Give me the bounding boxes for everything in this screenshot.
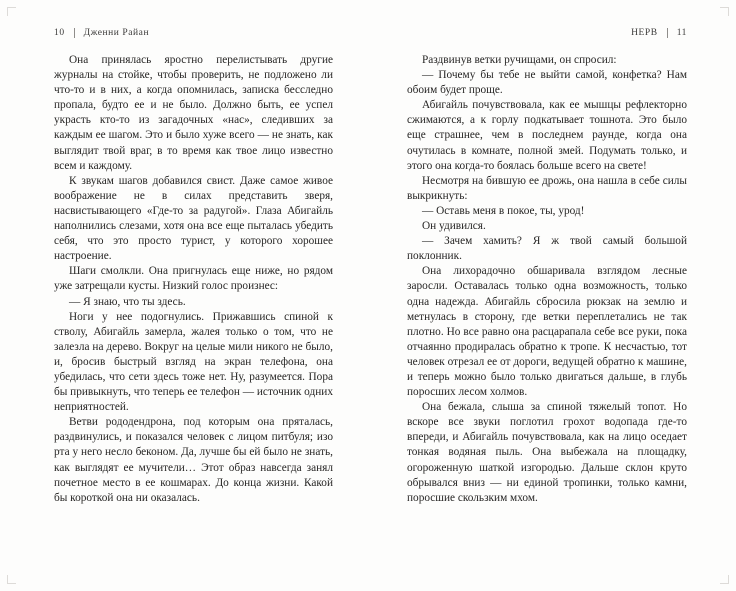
corner-mark-bottom-right — [720, 575, 729, 584]
paragraph-dialogue: — Оставь меня в покое, ты, урод! — [422, 204, 585, 217]
paragraph-dialogue: — Почему бы тебе не выйти самой, конфетка? Нам обоим будет проще. — [407, 69, 687, 97]
running-title-right: НЕРВ — [631, 28, 658, 38]
running-title-left: Дженни Райан — [83, 28, 150, 38]
page-number-right: 11 — [676, 28, 687, 38]
paragraph: Ветви рододендрона, под которым она пряталась, раздвинулись, и показался человек с лицом питбуля; изо рта у него несло беконом. Да, лучше бы ей было не знать, как выглядят ее мучители… Этот образ навсегда занял почетное место в ее кошмарах. До конца жизни. Какой бы короткой она ни оказалась. — [54, 416, 333, 504]
paragraph: Шаги смолкли. Она пригнулась еще ниже, но рядом уже затрещали кусты. Низкий голос произнес: — [54, 265, 333, 293]
paragraph: Ноги у нее подогнулись. Прижавшись спиной к стволу, Абигайль замерла, жалея только о том, что не залезла на дерево. Вокруг на целые мили никого не было, и, бросив быстрый взгляд на экран телефона, она убедилась, что сети здесь тоже нет. Ну, разумеется. Пора бы привыкнуть, что теперь ее телефон — источник одних неприятностей. — [54, 310, 333, 414]
paragraph: Раздвинув ветки ручищами, он спросил: — [422, 54, 617, 66]
running-head-left — [54, 27, 333, 39]
page-text-right — [407, 53, 687, 506]
paragraph: Он удивился. — [422, 220, 486, 233]
corner-mark-bottom-left — [7, 575, 16, 584]
paragraph-dialogue: — Зачем хамить? Я ж твой самый большой поклонник. — [407, 235, 687, 263]
header-divider-left — [74, 28, 75, 38]
paragraph: Абигайль почувствовала, как ее мышцы рефлекторно сжимаются, а к горлу подкатывает тошнота. Это было еще страшнее, чем в последнем раунде, когда она очутилась в комнате, полной змей. Подумать только, и этого она когда-то боялась больше всего на свете! — [407, 99, 687, 172]
page-number-left: 10 — [54, 28, 65, 38]
page-text-left — [54, 53, 333, 506]
paragraph: Она лихорадочно обшаривала взглядом лесные заросли. Оставалась только одна возможность, только одна надежда. Абигайль сбросила рюкзак на землю и метнулась в сторону, где ветки переплетались не так плотно. Но все равно она расцарапала себе все руки, пока отчаянно продиралась обратно к тропе. К несчастью, тот человек отрезал ее от дороги, ведущей обратно к машине, и теперь можно было только двигаться дальше, в глубь поросших лесом холмов. — [407, 265, 687, 399]
corner-mark-top-left — [7, 7, 16, 16]
paragraph-dialogue: — Я знаю, что ты здесь. — [69, 295, 186, 308]
paragraph: К звукам шагов добавился свист. Даже самое живое воображение не в силах представить зверя, насвистывающего «Где-то за радугой». Глаза Абигайль наполнились слезами, хотя она все еще пыталась убедить себя, что это просто турист, у которого хорошее настроение. — [54, 174, 333, 263]
header-divider-right — [667, 28, 668, 38]
paragraph: Она бежала, слыша за спиной тяжелый топот. Но вскоре все звуки поглотил грохот водопада где-то впереди, и Абигайль почувствовала, как на лицо оседает тонкая водяная пыль. Она выбежала на площадку, огороженную шаткой изгородью. Дальше склон круто обрывался вниз — ни единой тропинки, только камни, поросшие скользким мхом. — [407, 401, 687, 504]
corner-mark-top-right — [720, 7, 729, 16]
page-right — [368, 0, 736, 591]
paragraph: Она принялась яростно перелистывать другие журналы на стойке, чтобы проверить, не подложено ли что-то и в них, а когда опомнилась, записка бесследно пропала, будто ее и не было. Должно быть, ее успел украсть кто-то из загадочных «нас», следивших за каждым ее шагом. Это и было хуже всего — не знать, как выглядит твой враг, в то время как твое лицо известно всем и каждому. — [54, 54, 333, 172]
paragraph: Несмотря на бившую ее дрожь, она нашла в себе силы выкрикнуть: — [407, 174, 687, 202]
running-head-right — [407, 27, 687, 39]
